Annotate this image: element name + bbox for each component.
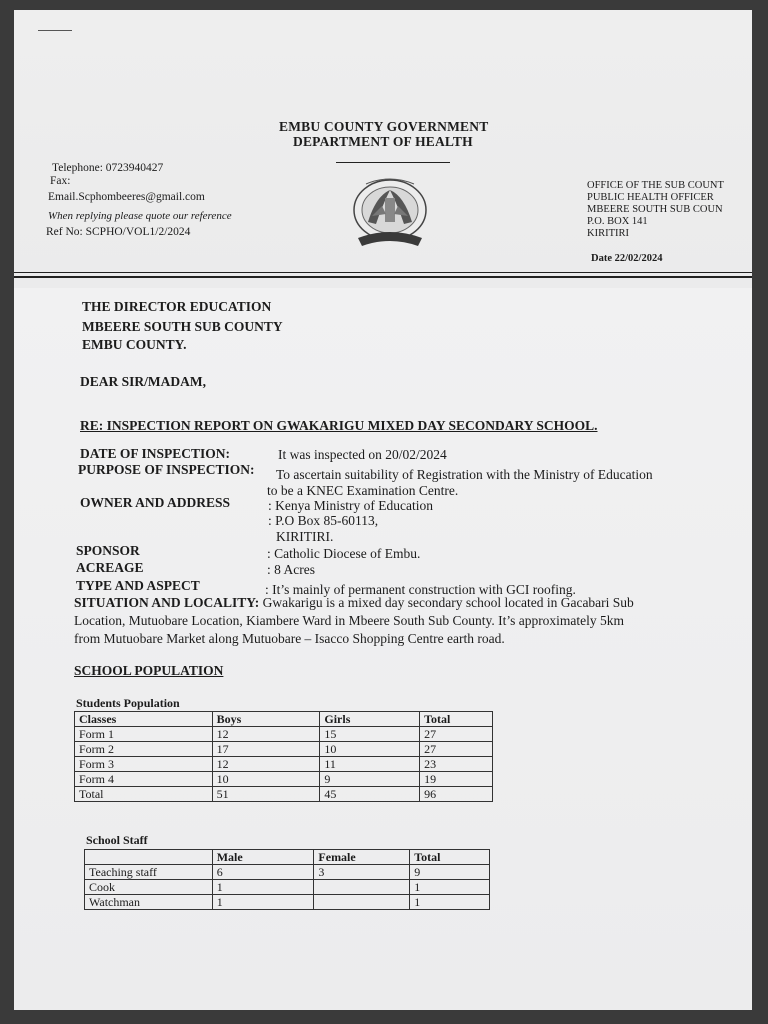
table-header-row — [75, 712, 493, 727]
table-cell: Cook — [85, 880, 213, 895]
table-cell: 19 — [420, 772, 493, 787]
addressee-line-1: THE DIRECTOR EDUCATION — [82, 299, 272, 314]
table-cell: 96 — [420, 787, 493, 802]
table-row — [75, 772, 493, 787]
email: Email.Scphombeeres@gmail.com — [48, 191, 205, 203]
table-cell: 11 — [320, 757, 420, 772]
school-population-heading: SCHOOL POPULATION — [74, 663, 224, 678]
table-row — [75, 727, 493, 742]
table-cell: 51 — [212, 787, 320, 802]
office-line-3: MBEERE SOUTH SUB COUN — [587, 204, 723, 215]
table-cell: 27 — [420, 742, 493, 757]
letter-page — [14, 10, 752, 1010]
table-cell: 27 — [420, 727, 493, 742]
owner-value-2: : P.O Box 85-60113, — [268, 513, 379, 528]
column-header: Female — [314, 850, 410, 865]
situation-line-2: Location, Mutuobare Location, Kiambere Ward in Mbeere South Sub County. It’s approximately 5km — [74, 613, 625, 628]
purpose-value-1: To ascertain suitability of Registration with the Ministry of Education — [276, 467, 653, 482]
column-header: Total — [410, 850, 490, 865]
table-cell: 9 — [410, 865, 490, 880]
table-cell: Form 1 — [75, 727, 213, 742]
table-header-row — [85, 850, 490, 865]
table-cell: 12 — [212, 757, 320, 772]
table-row — [85, 895, 490, 910]
reply-note: When replying please quote our reference — [48, 210, 232, 222]
office-line-5: KIRITIRI — [587, 228, 629, 239]
sponsor-value: : Catholic Diocese of Embu. — [267, 546, 421, 561]
letterhead-title: EMBU COUNTY GOVERNMENT — [279, 119, 489, 134]
table-row — [85, 865, 490, 880]
sponsor-label: SPONSOR — [76, 543, 140, 558]
office-line-4: P.O. BOX 141 — [587, 216, 648, 227]
table-cell: 1 — [410, 880, 490, 895]
situation-line-1 — [74, 595, 634, 611]
letterhead-department: DEPARTMENT OF HEALTH — [293, 134, 473, 149]
table-cell: Form 2 — [75, 742, 213, 757]
purpose-label: PURPOSE OF INSPECTION: — [78, 462, 255, 477]
staff-table-caption: School Staff — [86, 833, 148, 847]
table-cell: 9 — [320, 772, 420, 787]
table-cell: 3 — [314, 865, 410, 880]
table-row — [85, 880, 490, 895]
column-header: Classes — [75, 712, 213, 727]
office-line-2: PUBLIC HEALTH OFFICER — [587, 192, 714, 203]
letterhead-divider-thin — [14, 272, 752, 273]
office-line-1: OFFICE OF THE SUB COUNT — [587, 180, 724, 191]
subject-line: RE: INSPECTION REPORT ON GWAKARIGU MIXED DAY SECONDARY SCHOOL. — [80, 418, 598, 433]
table-cell — [314, 880, 410, 895]
table-cell: 6 — [212, 865, 314, 880]
addressee-line-2: MBEERE SOUTH SUB COUNTY — [82, 319, 283, 334]
table-cell: Watchman — [85, 895, 213, 910]
table-cell: Teaching staff — [85, 865, 213, 880]
situation-value-1: Gwakarigu is a mixed day secondary school located in Gacabari Sub — [262, 595, 634, 610]
reference-number: Ref No: SCPHO/VOL1/2/2024 — [46, 226, 191, 238]
situation-line-3: from Mutuobare Market along Mutuobare – Isacco Shopping Centre earth road. — [74, 631, 505, 646]
column-header: Girls — [320, 712, 420, 727]
pen-mark — [38, 30, 72, 31]
fax: Fax: — [50, 175, 71, 187]
table-cell: 45 — [320, 787, 420, 802]
table-cell: Total — [75, 787, 213, 802]
addressee-line-3: EMBU COUNTY. — [82, 337, 187, 352]
date-of-inspection-label: DATE OF INSPECTION: — [80, 446, 231, 461]
students-population-table — [74, 711, 493, 802]
column-header: Male — [212, 850, 314, 865]
table-cell: Form 3 — [75, 757, 213, 772]
table-row — [75, 757, 493, 772]
table-cell — [314, 895, 410, 910]
table-cell: 12 — [212, 727, 320, 742]
students-table-caption: Students Population — [76, 696, 180, 710]
table-cell: 15 — [320, 727, 420, 742]
table-cell: 17 — [212, 742, 320, 757]
type-aspect-value: : It’s mainly of permanent construction with GCI roofing. — [265, 582, 576, 597]
owner-value-3: KIRITIRI. — [276, 529, 334, 544]
table-cell: 1 — [410, 895, 490, 910]
date-of-inspection-value: It was inspected on 20/02/2024 — [278, 447, 447, 462]
title-underline — [336, 162, 450, 163]
table-cell: 1 — [212, 880, 314, 895]
type-aspect-label: TYPE AND ASPECT — [76, 578, 200, 593]
column-header: Boys — [212, 712, 320, 727]
table-row — [75, 787, 493, 802]
telephone: Telephone: 0723940427 — [52, 162, 164, 174]
table-cell: 1 — [212, 895, 314, 910]
table-cell: 23 — [420, 757, 493, 772]
situation-label: SITUATION AND LOCALITY: — [74, 595, 260, 610]
owner-value-1: : Kenya Ministry of Education — [268, 498, 433, 513]
table-row — [75, 742, 493, 757]
column-header: Total — [420, 712, 493, 727]
purpose-value-2: to be a KNEC Examination Centre. — [267, 483, 459, 498]
county-logo-icon — [346, 176, 436, 254]
table-cell: Form 4 — [75, 772, 213, 787]
letterhead-divider-thick — [14, 276, 752, 278]
column-header — [85, 850, 213, 865]
owner-label: OWNER AND ADDRESS — [80, 495, 231, 510]
table-cell: 10 — [212, 772, 320, 787]
table-cell: 10 — [320, 742, 420, 757]
acreage-label: ACREAGE — [76, 560, 144, 575]
letter-date: Date 22/02/2024 — [591, 253, 663, 264]
school-staff-table — [84, 849, 490, 910]
acreage-value: : 8 Acres — [267, 562, 315, 577]
salutation: DEAR SIR/MADAM, — [80, 374, 206, 389]
